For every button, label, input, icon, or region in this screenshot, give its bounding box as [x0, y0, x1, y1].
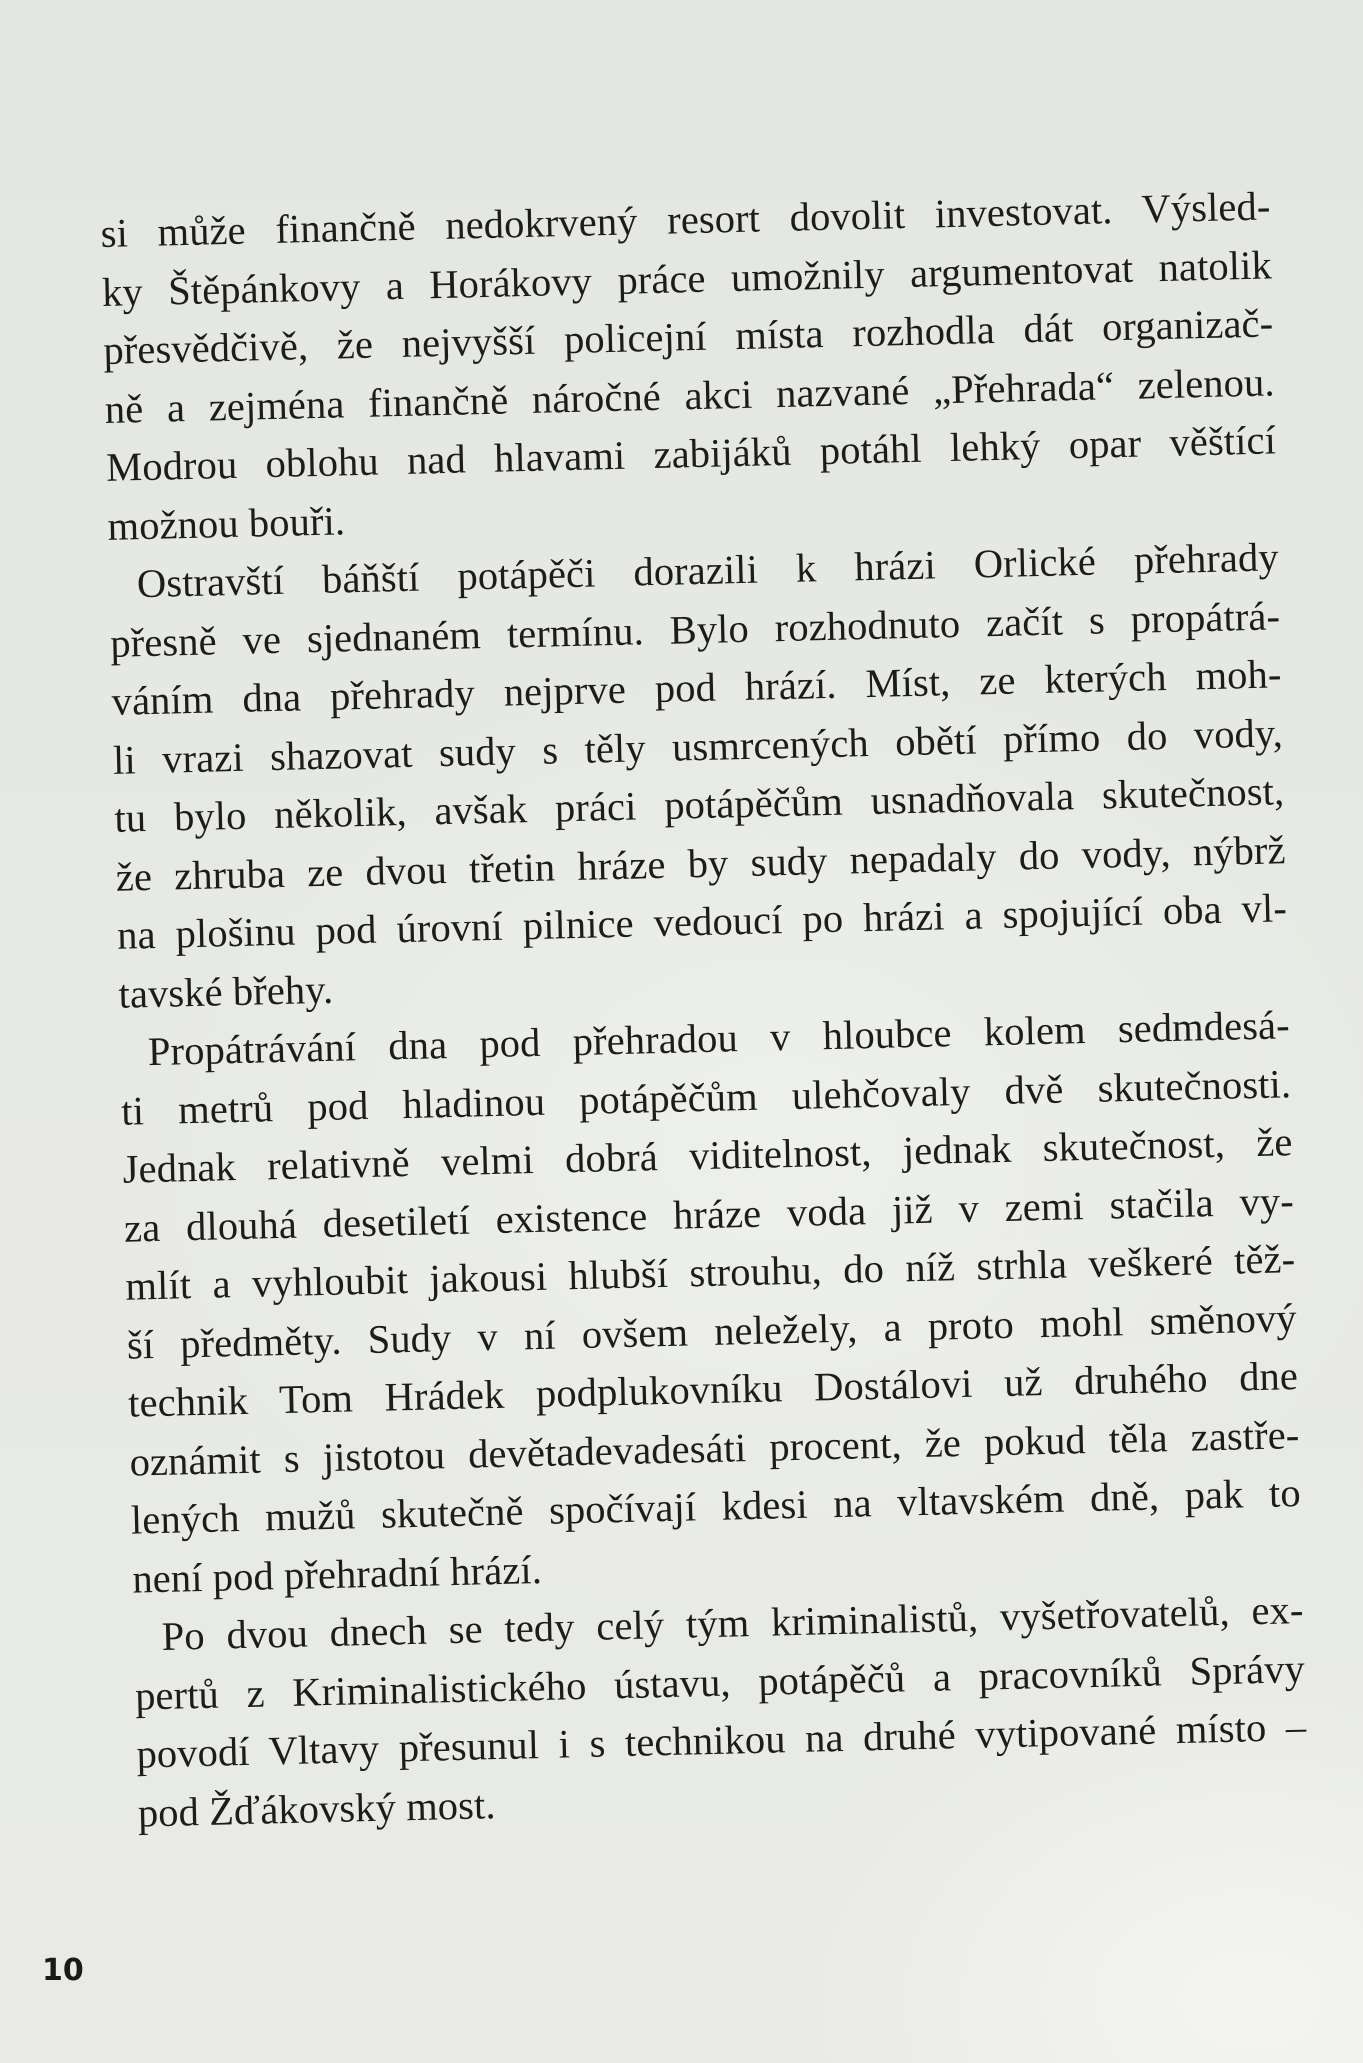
text-line: ti metrů pod hladinou potápěčům ulehčovaly dvě skutečnosti. [120, 1060, 1292, 1134]
text-line: Propátrávání dna pod přehradou v hloubce kolem sedmdesá- [147, 1002, 1291, 1075]
text-line: možnou bouři. [107, 497, 346, 549]
text-line: za dlouhá desetiletí existence hráze voda již v zemi stačila vy- [123, 1177, 1295, 1251]
text-line: si může finančně nedokrvený resort dovolit investovat. Výsled- [100, 183, 1271, 256]
text-line: oznámit s jistotou devětadevadesáti procent, že pokud těla zastře- [129, 1411, 1300, 1485]
text-line: Po dvou dnech se tedy celý tým kriminalistů, vyšetřovatelů, ex- [161, 1587, 1304, 1659]
text-line: není pod přehradní hrází. [131, 1546, 543, 1602]
text-line: li vrazi shazovat sudy s těly usmrcených obětí přímo do vody, [112, 709, 1284, 783]
text-line: tu bylo několik, avšak práci potápěčům usnadňovala skutečnost, [113, 768, 1285, 841]
text-line: přesvědčivě, že nejvyšší policejní místa rozhodla dát organizač- [102, 300, 1274, 373]
text-line: pod Žďákovský most. [137, 1781, 497, 1836]
paragraph-1 [100, 177, 1278, 555]
paragraph-4 [133, 1581, 1308, 1842]
paragraph-3 [119, 996, 1302, 1608]
text-line: mlít a vyhloubit jakousi hlubší strouhu, do níž strhla veškeré těž- [124, 1236, 1296, 1309]
text-line: ší předměty. Sudy v ní ovšem neležely, a proto mohl směnový [126, 1294, 1298, 1368]
text-line: Ostravští báňští potápěči dorazili k hrázi Orlické přehrady [136, 534, 1280, 607]
text-line: Modrou oblohu nad hlavami zabijáků potáhl lehký opar věštící [105, 417, 1277, 490]
text-line: přesně ve sjednaném termínu. Bylo rozhodnuto začít s propátrá- [109, 592, 1281, 666]
text-line: tavské břehy. [118, 966, 334, 1017]
text-line: na plošinu pod úrovní pilnice vedoucí po hrázi a spojující oba vl- [116, 885, 1288, 958]
text-line: pertů z Kriminalistického ústavu, potápěčů a pracovníků Správy [134, 1645, 1306, 1719]
paragraph-2 [108, 528, 1289, 1023]
text-line: lených mužů skutečně spočívají kdesi na vltavském dně, pak to [130, 1470, 1302, 1543]
text-line: že zhruba ze dvou třetin hráze by sudy nepadaly do vody, nýbrž [115, 826, 1287, 900]
body-text [100, 177, 1308, 1842]
text-line: váním dna přehrady nejprve pod hrází. Míst, ze kterých moh- [111, 651, 1282, 724]
text-line: ky Štěpánkovy a Horákovy práce umožnily argumentovat natolik [101, 241, 1273, 315]
text-line: technik Tom Hrádek podplukovníku Dostálovi už druhého dne [127, 1353, 1299, 1426]
text-line: povodí Vltavy přesunul i s technikou na druhé vytipované místo – [135, 1704, 1307, 1777]
text-line: ně a zejména finančně náročné akci nazvané „Přehrada“ zelenou. [104, 358, 1276, 432]
text-line: Jednak relativně velmi dobrá viditelnost, jednak skutečnost, že [122, 1119, 1293, 1192]
page-number: 10 [42, 1953, 84, 1988]
